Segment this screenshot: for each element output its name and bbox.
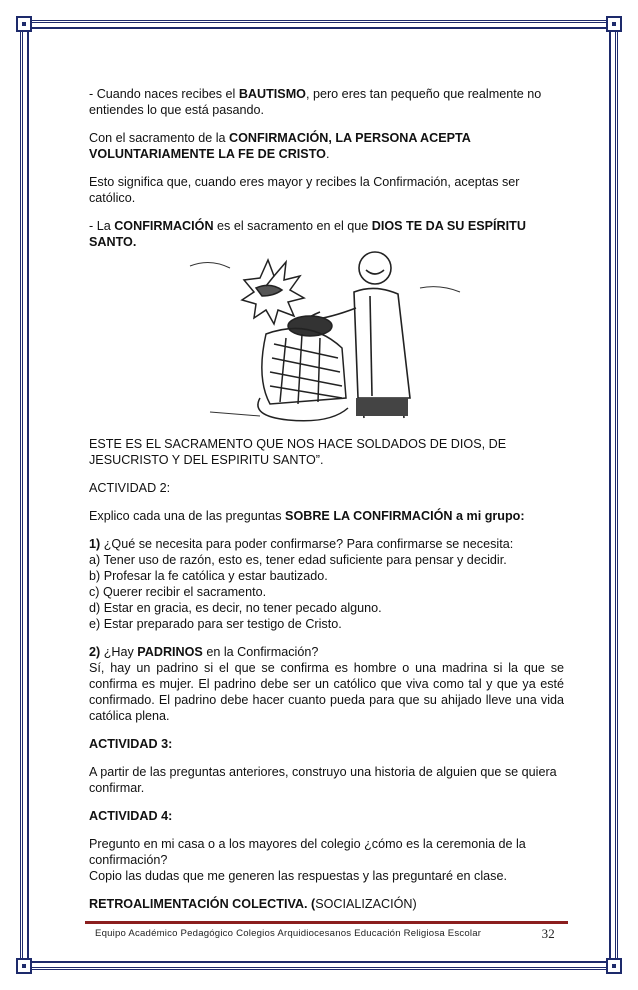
corner-ornament-bottom-left [16, 958, 32, 974]
paragraph-significado: Esto significa que, cuando eres mayor y recibes la Confirmación, aceptas ser católico. [89, 175, 520, 205]
page-footer [95, 928, 555, 939]
paragraph-bautismo: - Cuando naces recibes el BAUTISMO, pero eres tan pequeño que realmente no entiendes lo que está pasando. [89, 87, 542, 117]
list-item: e) Estar preparado para ser testigo de Cristo. [89, 617, 342, 631]
corner-ornament-bottom-right [606, 958, 622, 974]
activity-2-title: ACTIVIDAD 2: [89, 481, 171, 495]
list-item: b) Profesar la fe católica y estar bautizado. [89, 569, 328, 583]
activity-4-title: ACTIVIDAD 4: [89, 809, 173, 823]
paragraph-confirmacion: Con el sacramento de la CONFIRMACIÓN, LA PERSONA ACEPTA VOLUNTARIAMENTE LA FE DE CRISTO. [89, 131, 471, 161]
kneeling-person-figure [258, 316, 348, 421]
corner-ornament-top-left [16, 16, 32, 32]
footer-divider [85, 921, 568, 924]
activity-3-text: A partir de las preguntas anteriores, construyo una historia de alguien que se quiera confirmar. [89, 765, 557, 795]
confirmation-illustration [170, 248, 470, 434]
holy-spirit-dove-icon [242, 260, 304, 324]
activity-3-title: ACTIVIDAD 3: [89, 737, 173, 751]
page-number: 32 [541, 926, 555, 941]
paragraph-espiritu-santo: - La CONFIRMACIÓN es el sacramento en el que DIOS TE DA SU ESPÍRITU SANTO. [89, 219, 526, 249]
list-item: c) Querer recibir el sacramento. [89, 585, 267, 599]
activity-4-text-2: Copio las dudas que me generen las respuestas y las preguntaré en clase. [89, 869, 507, 883]
document-body [89, 86, 564, 912]
ground-lines [190, 262, 460, 416]
footer-text: Equipo Académico Pedagógico Colegios Arquidiocesanos Educación Religiosa Escolar [95, 928, 482, 939]
question-1: 1) ¿Qué se necesita para poder confirmarse? Para confirmarse se necesita: [89, 537, 514, 551]
paragraph-soldados: ESTE ES EL SACRAMENTO QUE NOS HACE SOLDADOS DE DIOS, DE JESUCRISTO Y DEL ESPIRITU SANTO”. [89, 437, 507, 467]
question-2: 2) ¿Hay PADRINOS en la Confirmación? [89, 645, 319, 659]
corner-ornament-top-right [606, 16, 622, 32]
activity-2-intro: Explico cada una de las preguntas SOBRE LA CONFIRMACIÓN a mi grupo: [89, 509, 525, 523]
question-2-answer: Sí, hay un padrino si el que se confirma es hombre o una madrina si la que se confirma es mujer. El padrino debe ser un católico que viva como tal y que ya esté confirmado. El padrino debe hacer cuanto pueda para que su ahijado lleve una vida católica plena. [89, 661, 564, 723]
activity-4-text-1: Pregunto en mi casa o a los mayores del colegio ¿cómo es la ceremonia de la confirmación? [89, 837, 526, 867]
list-item: d) Estar en gracia, es decir, no tener pecado alguno. [89, 601, 382, 615]
retroalimentacion-heading: RETROALIMENTACIÓN COLECTIVA. (SOCIALIZACIÓN) [89, 897, 417, 911]
list-item: a) Tener uso de razón, esto es, tener edad suficiente para pensar y decidir. [89, 553, 507, 567]
